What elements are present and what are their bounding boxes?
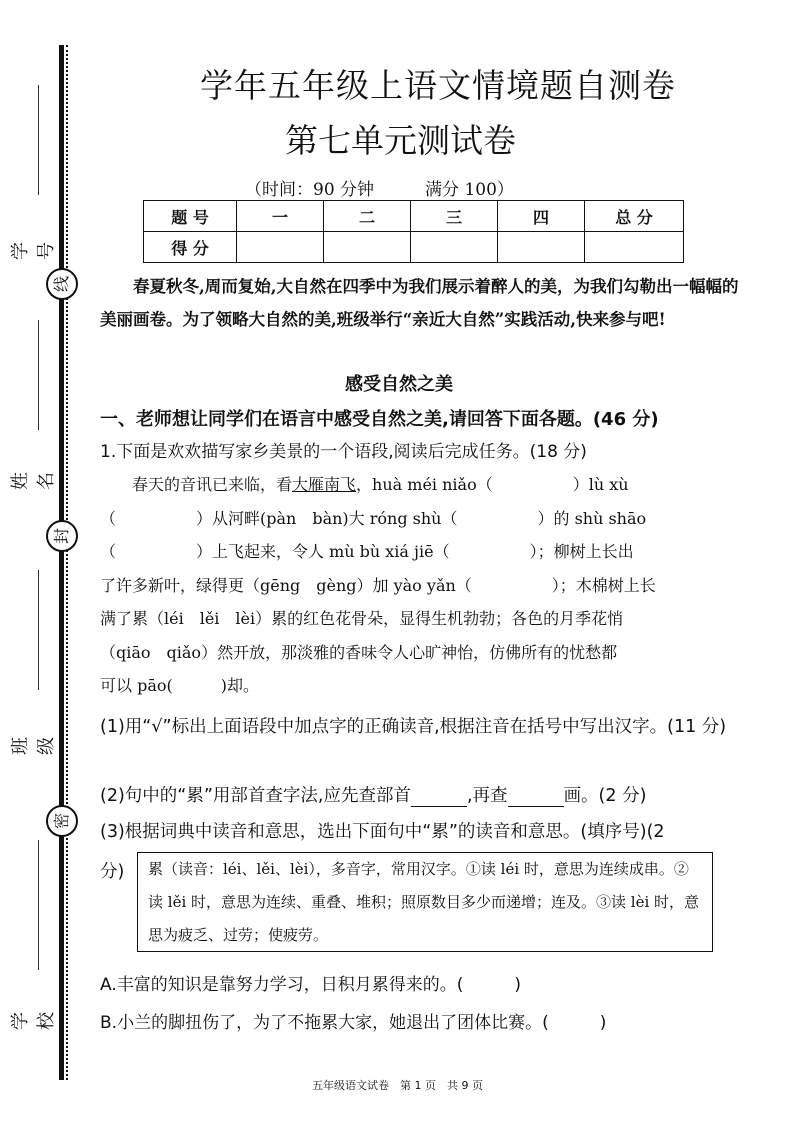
label-school: 学校 <box>10 1012 57 1030</box>
passage-line: （ ）上飞起来，令人 mù bù xiá jiē（ ）；柳树上长出 <box>100 542 634 561</box>
sub-question-1: (1)用“√”标出上面语段中加点字的正确读音,根据注音在括号中写出汉字。(11 分) <box>100 717 727 737</box>
binding-line-dotted <box>66 45 68 1080</box>
score-header: 题 号 <box>144 201 237 232</box>
score-row-label: 得 分 <box>144 232 237 263</box>
answer-blank[interactable] <box>508 786 564 807</box>
question-1-title: 一、老师想让同学们在语言中感受自然之美,请回答下面各题。(46 分) <box>100 409 659 430</box>
passage-line: 可以 pāo( )却。 <box>100 676 259 695</box>
seal-circle-mi: 密 <box>46 805 78 837</box>
passage <box>100 468 740 703</box>
question-1-1: 1.下面是欢欢描写家乡美景的一个语段,阅读后完成任务。(18 分) <box>100 442 587 462</box>
class-line <box>38 570 39 690</box>
passage-line: 了许多新叶，绿得更（gēng gèng）加 yào yǎn（ ）；木棉树上长 <box>100 575 656 595</box>
option-a: A.丰富的知识是靠努力学习，日积月累得来的。( ) <box>100 975 521 995</box>
score-header: 总 分 <box>585 201 684 232</box>
passage-line: （qiāo qiǎo）然开放，那淡雅的香味令人心旷神怡，仿佛所有的忧愁都 <box>100 642 618 662</box>
label-class: 班级 <box>10 737 57 755</box>
passage-line: 满了累（léi lěi lèi）累的红色花骨朵，显得生机勃勃；各色的月季花悄 <box>100 609 624 628</box>
passage-line: （ ）从河畔(pàn bàn)大 róng shù（ ）的 shù shāo <box>100 508 647 528</box>
dictionary-box: 累（读音：léi、lěi、lèi），多音字，常用汉字。①读 léi 时，意思为连续成串。②读 lěi 时，意思为连续、重叠、堆积；照原数目多少而递增；连及。③读 lèi 时，意思为疲乏、过劳；使疲劳。 <box>137 852 713 952</box>
exam-title: 学年五年级上语文情境题自测卷 <box>200 66 676 105</box>
page-footer: 五年级语文试卷 第 1 页 共 9 页 <box>312 1079 483 1092</box>
exam-subtitle: 第七单元测试卷 <box>285 121 516 160</box>
name-line <box>38 320 39 430</box>
answer-blank[interactable] <box>411 786 467 807</box>
score-header: 二 <box>324 201 411 232</box>
label-name: 姓名 <box>10 472 57 490</box>
score-table <box>143 200 684 263</box>
intro-paragraph: 春夏秋冬,周而复始,大自然在四季中为我们展示着醉人的美，为我们勾勒出一幅幅的美丽画卷。为了领略大自然的美,班级举行“亲近大自然”实践活动,快来参与吧! <box>100 277 739 329</box>
section-title: 感受自然之美 <box>345 374 453 395</box>
option-b: B.小兰的脚扭伤了，为了不拖累大家，她退出了团体比赛。( ) <box>100 1013 607 1033</box>
seal-circle-xian: 线 <box>46 268 78 300</box>
score-header: 一 <box>237 201 324 232</box>
binding-line-solid <box>59 45 64 1080</box>
score-cell[interactable] <box>237 232 324 263</box>
score-cell[interactable] <box>324 232 411 263</box>
passage-line: 春天的音讯已来临，看大雁南飞，huà méi niǎo（ ）lù xù <box>132 475 629 494</box>
sub-question-3-cont: 分) <box>100 862 125 882</box>
score-header: 三 <box>411 201 498 232</box>
score-cell[interactable] <box>411 232 498 263</box>
sub-question-3: (3)根据词典中读音和意思，选出下面句中“累”的读音和意思。(填序号)(2 <box>100 822 665 842</box>
score-header: 四 <box>498 201 585 232</box>
time-info: （时间：90 分钟 满分 100） <box>245 180 514 200</box>
label-student-id: 学号 <box>10 242 57 260</box>
student-id-line <box>38 85 39 195</box>
school-line <box>38 840 39 970</box>
sub-question-2: (2)句中的“累”用部首查字法,应先查部首 ,再查 画。(2 分) <box>100 786 647 806</box>
score-cell[interactable] <box>585 232 684 263</box>
seal-circle-feng: 封 <box>46 520 78 552</box>
score-cell[interactable] <box>498 232 585 263</box>
